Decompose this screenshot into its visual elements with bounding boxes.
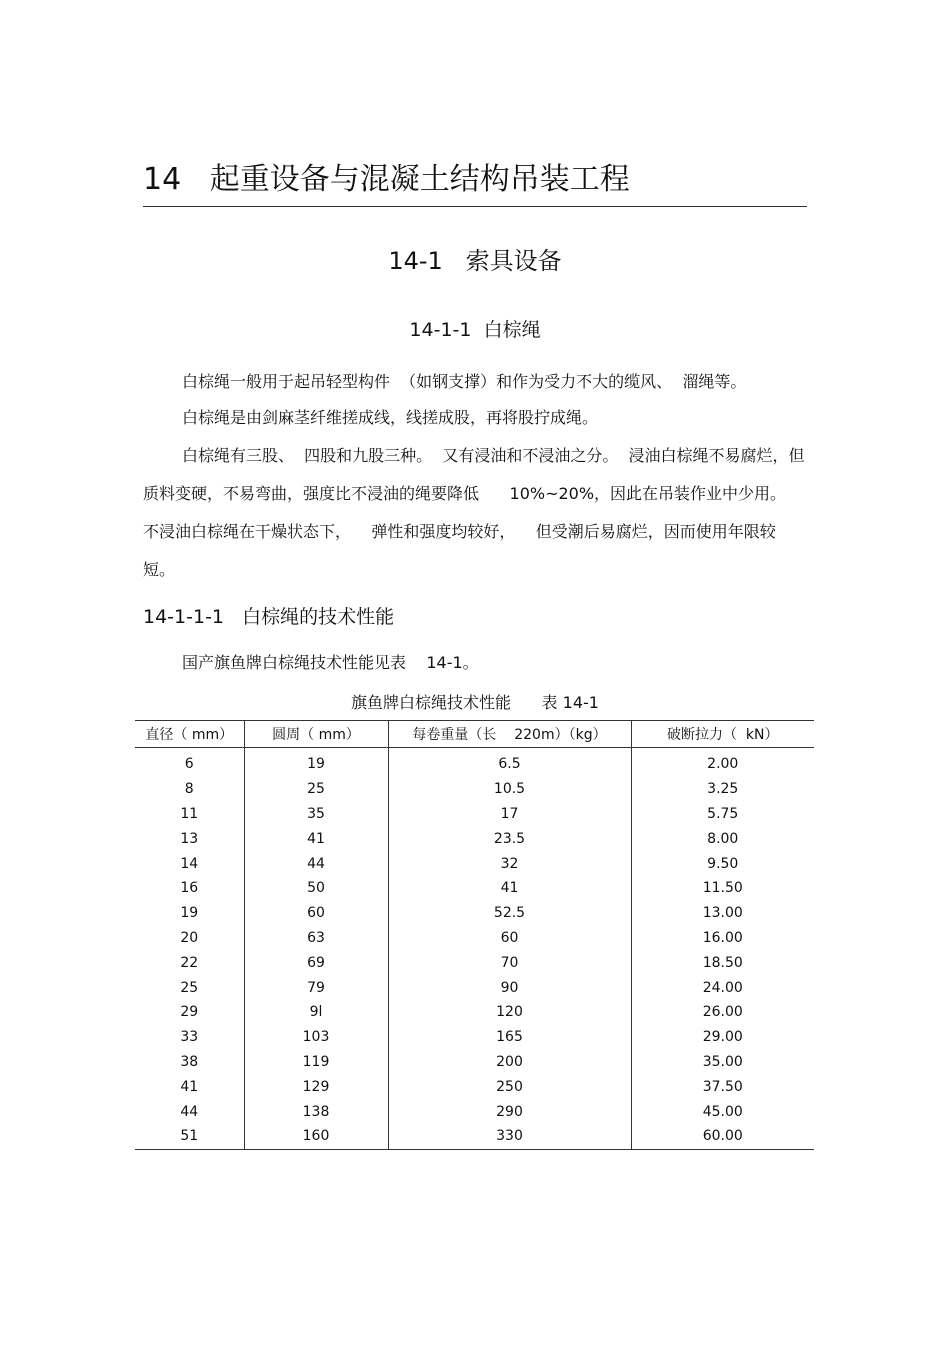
cell-diameter: 33 — [180, 1029, 199, 1046]
cell-circumference: 19 — [244, 748, 388, 777]
table-row — [135, 1050, 814, 1075]
cell-breaking-force: 8.00 — [631, 826, 814, 851]
cell-weight: 120 — [388, 1000, 631, 1025]
cell-circumference: 9l — [244, 1000, 388, 1025]
cell-circumference: 44 — [244, 851, 388, 876]
header-circumference: 圆周（ mm） — [244, 721, 388, 748]
cell-weight: 290 — [388, 1099, 631, 1124]
cell-breaking-force: 3.25 — [631, 777, 814, 802]
table-row — [135, 748, 814, 777]
cell-weight: 165 — [388, 1025, 631, 1050]
header-diameter: 直径（ mm） — [135, 721, 244, 748]
cell-breaking-force: 5.75 — [631, 802, 814, 827]
cell-circumference: 35 — [244, 802, 388, 827]
cell-circumference: 119 — [244, 1050, 388, 1075]
cell-weight: 70 — [388, 950, 631, 975]
table-row — [135, 777, 814, 802]
cell-breaking-force: 26.00 — [631, 1000, 814, 1025]
subsection-title: 14-1-1 白棕绳 — [409, 319, 541, 341]
cell-weight: 41 — [388, 876, 631, 901]
cell-diameter: 13 — [180, 830, 199, 847]
cell-diameter: 16 — [180, 880, 199, 897]
cell-weight: 6.5 — [388, 748, 631, 777]
cell-circumference: 129 — [244, 1074, 388, 1099]
rope-spec-table — [135, 720, 814, 1150]
cell-circumference: 138 — [244, 1099, 388, 1124]
cell-circumference: 69 — [244, 950, 388, 975]
table-row — [135, 1000, 814, 1025]
cell-breaking-force: 24.00 — [631, 975, 814, 1000]
cell-diameter: 41 — [180, 1078, 199, 1095]
table-row — [135, 950, 814, 975]
cell-diameter: 22 — [180, 954, 199, 971]
cell-weight: 23.5 — [388, 826, 631, 851]
cell-weight: 90 — [388, 975, 631, 1000]
table-header-row — [135, 721, 814, 748]
table-row — [135, 851, 814, 876]
cell-breaking-force: 60.00 — [631, 1124, 814, 1149]
cell-circumference: 160 — [244, 1124, 388, 1149]
cell-diameter: 14 — [180, 855, 199, 872]
table-row — [135, 876, 814, 901]
header-breaking-force: 破断拉力（ kN） — [631, 721, 814, 748]
chapter-divider — [143, 206, 807, 207]
cell-weight: 52.5 — [388, 901, 631, 926]
cell-diameter: 29 — [180, 1004, 199, 1021]
table-row — [135, 1099, 814, 1124]
cell-diameter: 20 — [180, 929, 199, 946]
cell-breaking-force: 2.00 — [631, 748, 814, 777]
paragraph-material: 白棕绳是由剑麻茎纤维搓成线，线搓成股，再将股拧成绳。 — [182, 408, 599, 427]
table-row — [135, 926, 814, 951]
table-row — [135, 1074, 814, 1099]
paragraph-table-reference: 国产旗鱼牌白棕绳技术性能见表 14-1。 — [182, 653, 479, 672]
table-row — [135, 826, 814, 851]
cell-diameter: 8 — [184, 781, 194, 798]
paragraph-usage: 白棕绳一般用于起吊轻型构件 （如钢支撑）和作为受力不大的缆风、 溜绳等。 — [182, 372, 747, 391]
cell-weight: 330 — [388, 1124, 631, 1149]
cell-weight: 32 — [388, 851, 631, 876]
cell-circumference: 103 — [244, 1025, 388, 1050]
cell-breaking-force: 9.50 — [631, 851, 814, 876]
table-row — [135, 1124, 814, 1149]
cell-weight: 250 — [388, 1074, 631, 1099]
cell-breaking-force: 45.00 — [631, 1099, 814, 1124]
cell-breaking-force: 18.50 — [631, 950, 814, 975]
table-row — [135, 1025, 814, 1050]
cell-breaking-force: 29.00 — [631, 1025, 814, 1050]
cell-weight: 17 — [388, 802, 631, 827]
header-weight-per-coil: 每卷重量（长 220m）（kg） — [388, 721, 631, 748]
cell-breaking-force: 11.50 — [631, 876, 814, 901]
cell-circumference: 63 — [244, 926, 388, 951]
table-row — [135, 901, 814, 926]
cell-circumference: 79 — [244, 975, 388, 1000]
table-row — [135, 802, 814, 827]
cell-weight: 200 — [388, 1050, 631, 1075]
subsubsection-title: 14-1-1-1 白棕绳的技术性能 — [143, 606, 395, 628]
table-caption: 旗鱼牌白棕绳技术性能 表 14-1 — [351, 693, 599, 712]
cell-breaking-force: 35.00 — [631, 1050, 814, 1075]
paragraph-types: 白棕绳有三股、 四股和九股三种。 又有浸油和不浸油之分。 浸油白棕绳不易腐烂，但质料变硬，不易弯曲，强度比不浸油的绳要降低 10%~20%，因此在吊装作业中少用。 不浸油白棕绳在干燥状态下， 弹性和强度均较好， 但受潮后易腐烂，因而使用年限较短。 — [143, 446, 805, 579]
cell-diameter: 51 — [135, 1124, 244, 1149]
cell-weight: 10.5 — [388, 777, 631, 802]
cell-diameter: 25 — [180, 979, 199, 996]
cell-weight: 60 — [388, 926, 631, 951]
cell-diameter: 38 — [180, 1053, 199, 1070]
cell-breaking-force: 13.00 — [631, 901, 814, 926]
table-row — [135, 975, 814, 1000]
cell-diameter: 19 — [180, 905, 199, 922]
cell-diameter: 44 — [180, 1103, 199, 1120]
cell-breaking-force: 37.50 — [631, 1074, 814, 1099]
table-body — [135, 748, 814, 1150]
cell-circumference: 41 — [244, 826, 388, 851]
cell-circumference: 25 — [244, 777, 388, 802]
section-title: 14-1 索具设备 — [388, 247, 562, 275]
cell-circumference: 60 — [244, 901, 388, 926]
chapter-title: 14 起重设备与混凝土结构吊装工程 — [143, 162, 630, 197]
cell-diameter: 6 — [184, 756, 194, 773]
cell-breaking-force: 16.00 — [631, 926, 814, 951]
cell-circumference: 50 — [244, 876, 388, 901]
cell-diameter: 11 — [180, 805, 199, 822]
